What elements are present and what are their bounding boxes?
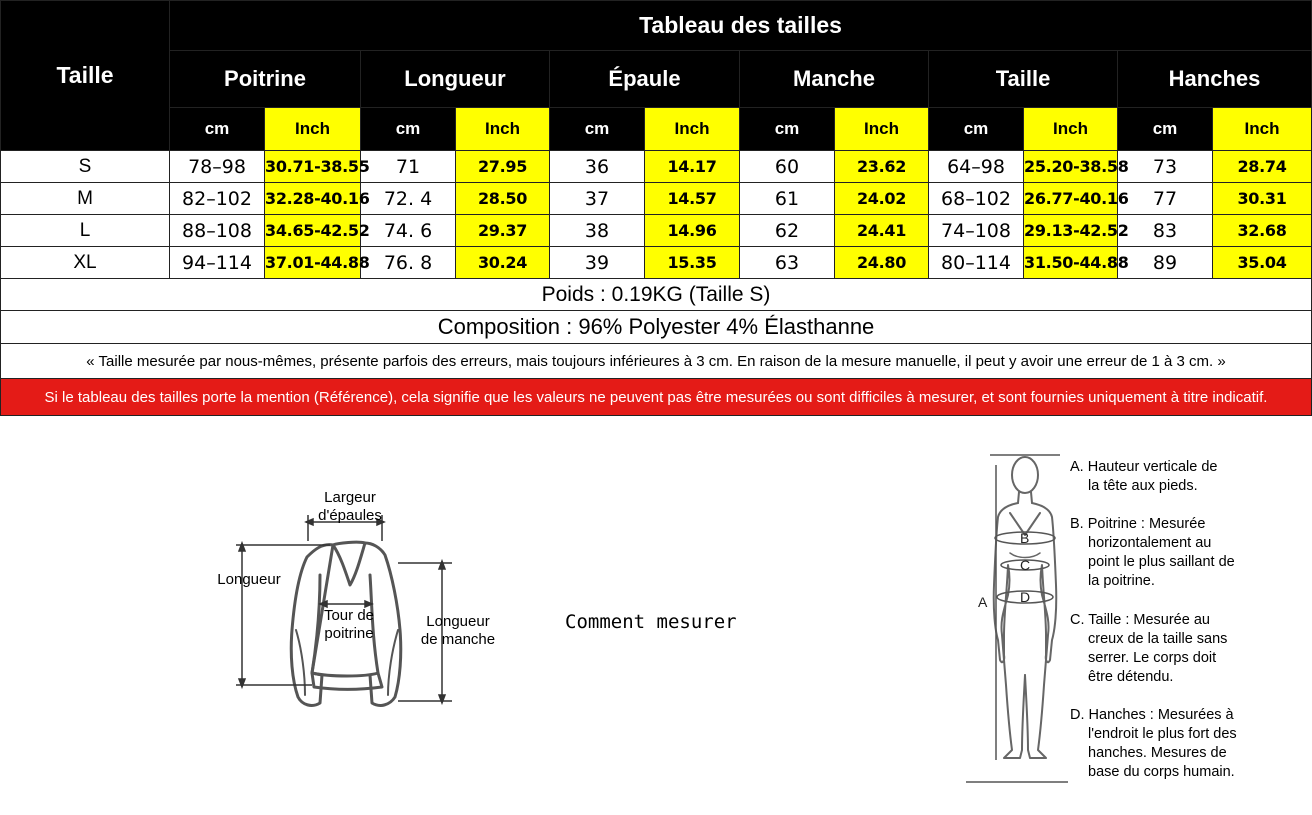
unit-inch-header: Inch: [265, 108, 361, 151]
inch-cell: 26.77-40.16: [1024, 183, 1118, 215]
cm-cell: 74. 6: [361, 215, 456, 247]
unit-inch-header: Inch: [1213, 108, 1312, 151]
legend-line: la poitrine.: [1088, 573, 1155, 589]
table-title: Tableau des tailles: [170, 1, 1312, 51]
inch-cell: 32.28-40.16: [265, 183, 361, 215]
legend-line: la tête aux pieds.: [1088, 478, 1198, 494]
cm-cell: 68–102: [929, 183, 1024, 215]
table-row: [1, 183, 1312, 215]
inch-cell: 30.71-38.55: [265, 151, 361, 183]
unit-cm-header: cm: [361, 108, 456, 151]
cm-cell: 76. 8: [361, 247, 456, 279]
cm-cell: 37: [550, 183, 645, 215]
marker-d: D: [1020, 589, 1031, 605]
cm-cell: 77: [1118, 183, 1213, 215]
cm-cell: 82–102: [170, 183, 265, 215]
cm-cell: 60: [740, 151, 835, 183]
shoulder-width-label: [300, 489, 400, 525]
unit-inch-header: Inch: [645, 108, 740, 151]
cm-cell: 61: [740, 183, 835, 215]
legend-line: hanches. Mesures de: [1088, 745, 1227, 761]
legend-line: creux de la taille sans: [1088, 631, 1228, 647]
unit-cm-header: cm: [740, 108, 835, 151]
marker-a: A: [978, 594, 988, 610]
cm-cell: 94–114: [170, 247, 265, 279]
weight-info: Poids : 0.19KG (Taille S): [1, 279, 1312, 311]
group-header-length: Longueur: [361, 51, 550, 108]
inch-cell: 30.24: [456, 247, 550, 279]
unit-cm-header: cm: [170, 108, 265, 151]
size-label: L: [1, 215, 170, 247]
cm-cell: 62: [740, 215, 835, 247]
inch-cell: 28.74: [1213, 151, 1312, 183]
legend-line: point le plus saillant de: [1088, 554, 1235, 570]
inch-cell: 14.17: [645, 151, 740, 183]
legend-item: [1070, 515, 1300, 591]
measurement-guide: [0, 425, 1312, 815]
sleeve-length-line2: de manche: [420, 631, 496, 648]
sleeve-length-line1: Longueur: [426, 613, 490, 630]
group-header-shoulder: Épaule: [550, 51, 740, 108]
marker-c: C: [1020, 557, 1031, 573]
cm-cell: 74–108: [929, 215, 1024, 247]
marker-b: B: [1020, 530, 1030, 546]
shoulder-width-line2: d'épaules: [318, 507, 382, 524]
unit-header-row: [1, 108, 1312, 151]
inch-cell: 14.96: [645, 215, 740, 247]
body-figure-icon: [994, 457, 1057, 758]
cm-cell: 64–98: [929, 151, 1024, 183]
cm-cell: 80–114: [929, 247, 1024, 279]
group-header-waist: Taille: [929, 51, 1118, 108]
cm-cell: 88–108: [170, 215, 265, 247]
inch-cell: 24.41: [835, 215, 929, 247]
size-column-header: Taille: [1, 1, 170, 151]
inch-cell: 23.62: [835, 151, 929, 183]
inch-cell: 31.50-44.88: [1024, 247, 1118, 279]
inch-cell: 32.68: [1213, 215, 1312, 247]
inch-cell: 35.04: [1213, 247, 1312, 279]
shoulder-width-line1: Largeur: [324, 489, 376, 506]
unit-inch-header: Inch: [1024, 108, 1118, 151]
cm-cell: 39: [550, 247, 645, 279]
reference-warning: Si le tableau des tailles porte la mention (Référence), cela signifie que les valeurs ne peuvent pas être mesurées ou sont difficiles à mesurer, et sont fournies uniquement à titre indicatif.: [1, 379, 1312, 416]
cm-cell: 38: [550, 215, 645, 247]
table-row: [1, 151, 1312, 183]
measurement-note: « Taille mesurée par nous-mêmes, présente parfois des erreurs, mais toujours inférieures à 3 cm. En raison de la mesure manuelle, il peut y avoir une erreur de 1 à 3 cm. »: [1, 344, 1312, 379]
inch-cell: 29.13-42.52: [1024, 215, 1118, 247]
group-header-hips: Hanches: [1118, 51, 1312, 108]
legend-line: horizontalement au: [1088, 535, 1212, 551]
size-label: S: [1, 151, 170, 183]
inch-cell: 37.01-44.88: [265, 247, 361, 279]
inch-cell: 30.31: [1213, 183, 1312, 215]
legend-heading: A. Hauteur verticale de: [1070, 459, 1218, 475]
unit-cm-header: cm: [1118, 108, 1213, 151]
sleeve-length-label: [412, 613, 504, 649]
cm-cell: 89: [1118, 247, 1213, 279]
size-label: XL: [1, 247, 170, 279]
legend-item: [1070, 458, 1300, 496]
cm-cell: 63: [740, 247, 835, 279]
inch-cell: 15.35: [645, 247, 740, 279]
inch-cell: 24.02: [835, 183, 929, 215]
legend-line: serrer. Le corps doit: [1088, 650, 1217, 666]
cm-cell: 73: [1118, 151, 1213, 183]
size-rows: [1, 151, 1312, 279]
cm-cell: 78–98: [170, 151, 265, 183]
legend-heading: D. Hanches : Mesurées à: [1070, 707, 1234, 723]
table-row: [1, 247, 1312, 279]
inch-cell: 24.80: [835, 247, 929, 279]
unit-inch-header: Inch: [456, 108, 550, 151]
cm-cell: 72. 4: [361, 183, 456, 215]
group-header-chest: Poitrine: [170, 51, 361, 108]
chest-label: [310, 607, 388, 643]
legend-item: [1070, 706, 1300, 782]
inch-cell: 27.95: [456, 151, 550, 183]
unit-inch-header: Inch: [835, 108, 929, 151]
table-row: [1, 215, 1312, 247]
unit-cm-header: cm: [929, 108, 1024, 151]
length-label: Longueur: [217, 571, 281, 588]
cm-cell: 36: [550, 151, 645, 183]
group-header-sleeve: Manche: [740, 51, 929, 108]
legend-line: être détendu.: [1088, 669, 1174, 685]
unit-cm-header: cm: [550, 108, 645, 151]
inch-cell: 25.20-38.58: [1024, 151, 1118, 183]
size-label: M: [1, 183, 170, 215]
inch-cell: 29.37: [456, 215, 550, 247]
legend-heading: B. Poitrine : Mesurée: [1070, 516, 1206, 532]
inch-cell: 28.50: [456, 183, 550, 215]
cm-cell: 83: [1118, 215, 1213, 247]
inch-cell: 14.57: [645, 183, 740, 215]
cm-cell: 71: [361, 151, 456, 183]
chest-line2: poitrine: [324, 625, 374, 642]
legend-item: [1070, 611, 1300, 687]
legend-line: base du corps humain.: [1088, 764, 1235, 780]
chest-line1: Tour de: [323, 607, 375, 624]
legend-heading: C. Taille : Mesurée au: [1070, 612, 1210, 628]
inch-cell: 34.65-42.52: [265, 215, 361, 247]
legend-line: l'endroit le plus fort des: [1088, 726, 1237, 742]
composition-info: Composition : 96% Polyester 4% Élasthanne: [1, 311, 1312, 344]
how-to-measure-caption: Comment mesurer: [565, 611, 737, 633]
